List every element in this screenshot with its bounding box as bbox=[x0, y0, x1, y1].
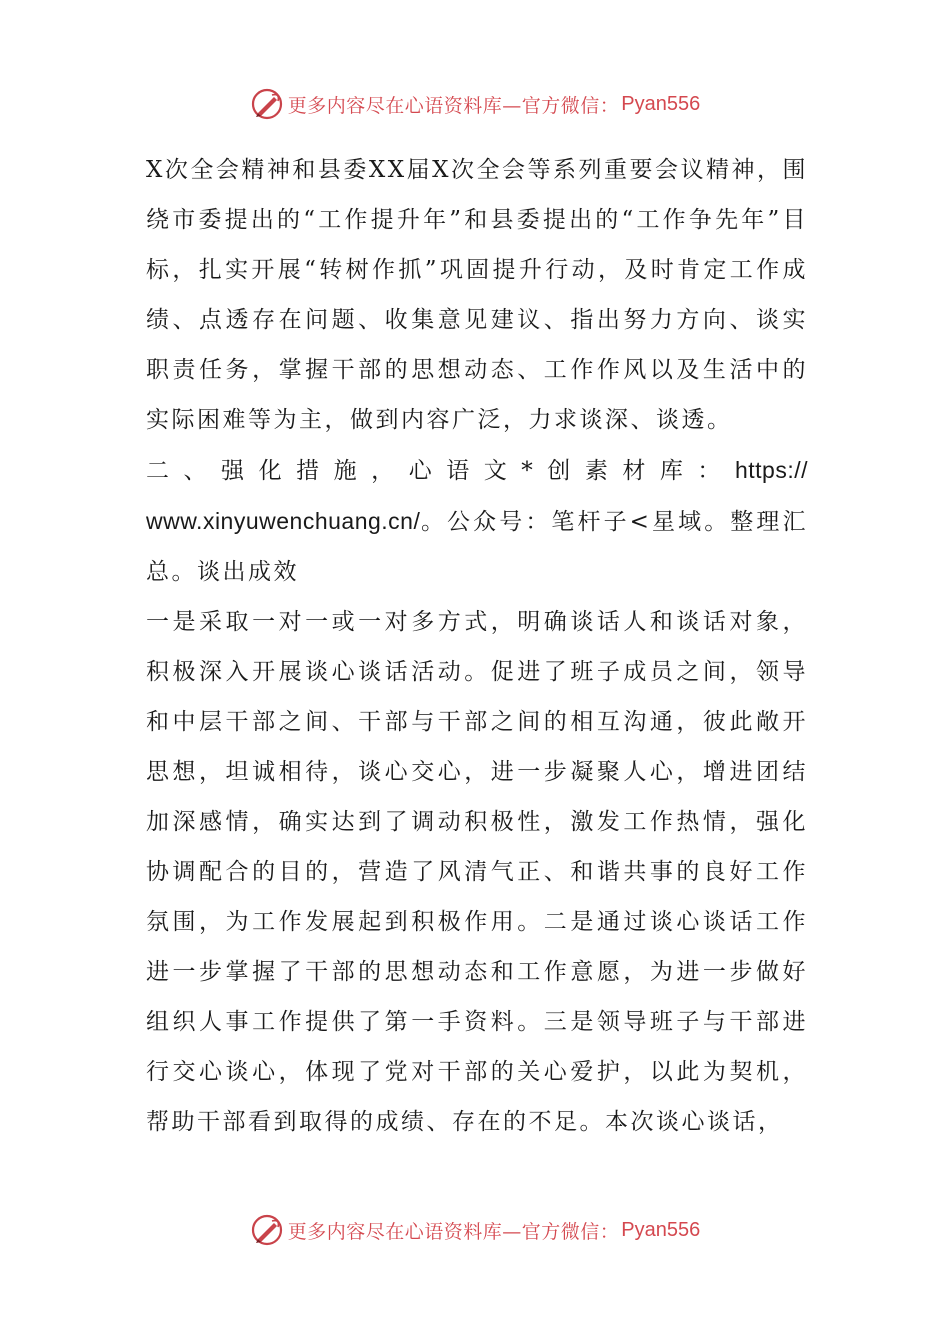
pen-logo-icon bbox=[250, 87, 284, 121]
banner-text: 更多内容尽在心语资料库—官方微信： bbox=[287, 94, 620, 117]
heading-url-part-2: www.xinyuwenchuang.cn/ bbox=[146, 508, 421, 534]
section-heading-line-2 bbox=[146, 496, 808, 547]
document-body bbox=[146, 145, 808, 1147]
section-heading-line-3: 总。谈出成效 bbox=[146, 559, 299, 585]
banner-wechat-id: Pyan556 bbox=[621, 1218, 701, 1241]
section-heading-line-1 bbox=[146, 445, 808, 496]
header-banner bbox=[0, 84, 950, 124]
heading-text: 二、强化措施，心语文*创素材库： bbox=[146, 458, 735, 484]
banner-wechat-id: Pyan556 bbox=[621, 92, 701, 115]
heading-url-part-1: https:// bbox=[734, 457, 808, 483]
heading-wechat-text: 。公众号：笔杆子<星域。整理汇 bbox=[420, 509, 808, 535]
paragraph-meeting-spirit: X次全会精神和县委XX届X次全会等系列重要会议精神，围绕市委提出的“工作提升年”和县委提出的“工作争先年”目标，扎实开展“转树作抓”巩固提升行动，及时肯定工作成绩、点透存在问题、收集意见建议、指出努力方向、谈实职责任务，掌握干部的思想动态、工作作风以及生活中的实际困难等为主，做到内容广泛，力求谈深、谈透。 bbox=[146, 157, 808, 433]
pen-logo-icon bbox=[250, 1213, 284, 1247]
paragraph-measures: 一是采取一对一或一对多方式，明确谈话人和谈话对象，积极深入开展谈心谈话活动。促进了班子成员之间，领导和中层干部之间、干部与干部之间的相互沟通，彼此敞开思想，坦诚相待，谈心交心，进一步凝聚人心，增进团结加深感情，确实达到了调动积极性，激发工作热情，强化协调配合的目的，营造了风清气正、和谐共事的良好工作氛围，为工作发展起到积极作用。二是通过谈心谈话工作进一步掌握了干部的思想动态和工作意愿，为进一步做好组织人事工作提供了第一手资料。三是领导班子与干部进行交心谈心，体现了党对干部的关心爱护，以此为契机，帮助干部看到取得的成绩、存在的不足。本次谈心谈话， bbox=[146, 609, 808, 1135]
banner-text: 更多内容尽在心语资料库—官方微信： bbox=[287, 1220, 620, 1243]
footer-banner bbox=[0, 1210, 950, 1250]
